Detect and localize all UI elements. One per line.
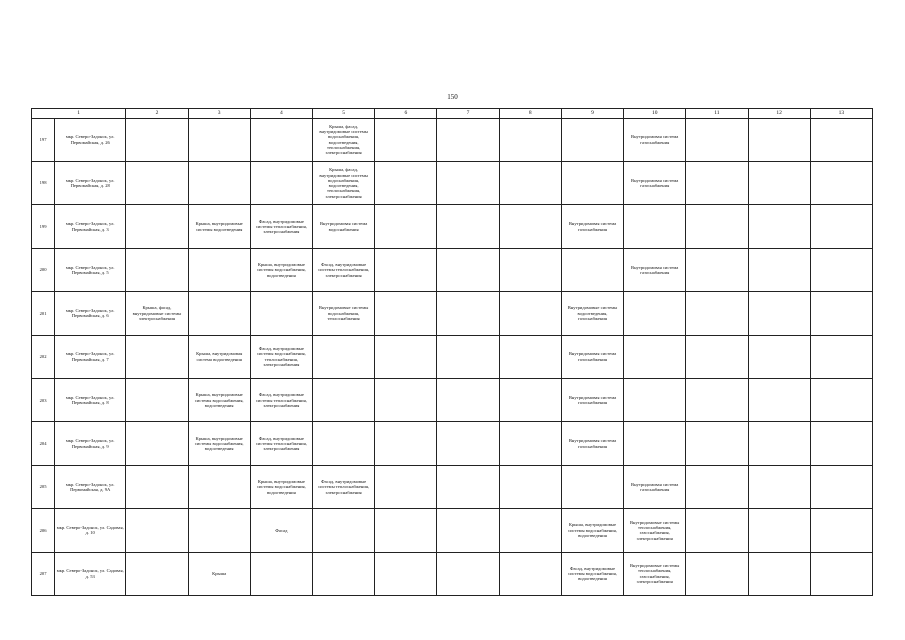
row-number-cell: 203: [32, 378, 55, 421]
work-cell-2: [126, 378, 188, 421]
address-cell: мкр. Северо-Задонск, ул. Первомайская, д. 6: [55, 292, 126, 335]
work-cell-9: Внутридомовая система газоснабжения: [561, 422, 623, 465]
work-cell-5: [312, 509, 374, 552]
header-cell: 9: [561, 109, 623, 119]
table-row: [32, 552, 873, 595]
work-cell-5: Внутридомовая система водоснабжения: [312, 205, 374, 248]
work-cell-13: [810, 292, 872, 335]
work-cell-3: [188, 509, 250, 552]
work-cell-4: [250, 292, 312, 335]
work-cell-9: Фасад, внутридомовые системы водоснабжения, водоотведения: [561, 552, 623, 595]
work-cell-5: Фасад, внутридомовые системы теплоснабжения, электроснабжения: [312, 248, 374, 291]
work-cell-13: [810, 552, 872, 595]
work-cell-2: [126, 205, 188, 248]
address-cell: мкр. Северо-Задонск, ул. Садовая, д. 10: [55, 509, 126, 552]
work-cell-10: [624, 335, 686, 378]
header-cell: 3: [188, 109, 250, 119]
work-cell-6: [375, 552, 437, 595]
header-cell: 8: [499, 109, 561, 119]
work-cell-12: [748, 205, 810, 248]
work-cell-3: Крыша: [188, 552, 250, 595]
work-cell-10: Внутридомовая система газоснабжения: [624, 118, 686, 161]
work-cell-7: [437, 422, 499, 465]
address-cell: мкр. Северо-Задонск, ул. Садовая, д. 53: [55, 552, 126, 595]
work-cell-7: [437, 161, 499, 204]
work-cell-11: [686, 509, 748, 552]
header-cell: 7: [437, 109, 499, 119]
header-cell: 2: [126, 109, 188, 119]
work-cell-4: [250, 118, 312, 161]
table-row: [32, 118, 873, 161]
work-cell-3: [188, 248, 250, 291]
work-cell-11: [686, 465, 748, 508]
work-cell-10: Внутридомовые системы теплоснабжения, газоснабжения, электроснабжения: [624, 509, 686, 552]
work-cell-11: [686, 335, 748, 378]
work-cell-9: Внутридомовая система газоснабжения: [561, 378, 623, 421]
work-cell-3: Крыша, внутридомовые системы водоотведения: [188, 205, 250, 248]
work-cell-2: [126, 465, 188, 508]
work-cell-6: [375, 161, 437, 204]
header-cell: 12: [748, 109, 810, 119]
table-row: [32, 378, 873, 421]
work-cell-7: [437, 552, 499, 595]
work-cell-9: Внутридомовые системы водоотведения, газоснабжения: [561, 292, 623, 335]
work-cell-6: [375, 509, 437, 552]
work-cell-12: [748, 118, 810, 161]
work-cell-8: [499, 552, 561, 595]
row-number-cell: 202: [32, 335, 55, 378]
work-cell-5: Внутридомовые системы водоснабжения, теплоснабжения: [312, 292, 374, 335]
work-cell-6: [375, 205, 437, 248]
work-cell-12: [748, 465, 810, 508]
work-cell-7: [437, 118, 499, 161]
work-cell-13: [810, 118, 872, 161]
work-cell-8: [499, 248, 561, 291]
work-cell-4: Фасад, внутридомовые системы теплоснабжения, электроснабжения: [250, 378, 312, 421]
work-cell-8: [499, 465, 561, 508]
table-header-row: [32, 109, 873, 119]
work-cell-13: [810, 378, 872, 421]
work-cell-4: Фасад: [250, 509, 312, 552]
work-cell-2: [126, 509, 188, 552]
work-cell-10: [624, 422, 686, 465]
work-cell-7: [437, 509, 499, 552]
row-number-cell: 199: [32, 205, 55, 248]
work-cell-12: [748, 509, 810, 552]
address-cell: мкр. Северо-Задонск, ул. Первомайская, д. 28: [55, 161, 126, 204]
work-cell-4: [250, 552, 312, 595]
work-cell-4: Крыша, внутридомовые системы водоснабжения, водоотведения: [250, 465, 312, 508]
row-number-cell: 198: [32, 161, 55, 204]
work-cell-4: Крыша, внутридомовые системы водоснабжения, водоотведения: [250, 248, 312, 291]
work-cell-6: [375, 292, 437, 335]
header-cell: 11: [686, 109, 748, 119]
header-cell: 10: [624, 109, 686, 119]
work-cell-8: [499, 292, 561, 335]
work-cell-4: Фасад, внутридомовые системы водоснабжения, теплоснабжения, электроснабжения: [250, 335, 312, 378]
work-cell-8: [499, 509, 561, 552]
work-cell-3: [188, 465, 250, 508]
work-cell-10: Внутридомовая система газоснабжения: [624, 465, 686, 508]
row-number-cell: 205: [32, 465, 55, 508]
address-cell: мкр. Северо-Задонск, ул. Первомайская, д. 9А: [55, 465, 126, 508]
work-cell-2: [126, 161, 188, 204]
work-cell-6: [375, 335, 437, 378]
work-cell-13: [810, 465, 872, 508]
work-cell-5: [312, 552, 374, 595]
work-cell-8: [499, 335, 561, 378]
work-cell-13: [810, 509, 872, 552]
work-cell-3: Крыша, внутридомовые системы водоснабжения, водоотведения: [188, 422, 250, 465]
header-cell: 4: [250, 109, 312, 119]
work-cell-13: [810, 205, 872, 248]
work-cell-13: [810, 248, 872, 291]
work-cell-13: [810, 161, 872, 204]
work-cell-12: [748, 292, 810, 335]
work-cell-9: [561, 161, 623, 204]
work-cell-12: [748, 335, 810, 378]
work-cell-2: [126, 118, 188, 161]
work-cell-12: [748, 378, 810, 421]
work-cell-12: [748, 422, 810, 465]
work-cell-2: Крыша, фасад, внутридомовые системы электроснабжения: [126, 292, 188, 335]
work-cell-9: [561, 248, 623, 291]
work-cell-11: [686, 552, 748, 595]
row-number-cell: 201: [32, 292, 55, 335]
work-cell-11: [686, 118, 748, 161]
work-cell-2: [126, 335, 188, 378]
work-cell-4: Фасад, внутридомовые системы теплоснабжения, электроснабжения: [250, 205, 312, 248]
work-cell-3: Крыша, внутридомовые системы водоснабжения, водоотведения: [188, 378, 250, 421]
table-row: [32, 465, 873, 508]
address-cell: мкр. Северо-Задонск, ул. Первомайская, д. 7: [55, 335, 126, 378]
header-cell: 1: [32, 109, 126, 119]
work-cell-6: [375, 248, 437, 291]
work-cell-11: [686, 205, 748, 248]
work-cell-2: [126, 248, 188, 291]
work-cell-10: Внутридомовая система газоснабжения: [624, 161, 686, 204]
row-number-cell: 206: [32, 509, 55, 552]
address-cell: мкр. Северо-Задонск, ул. Первомайская, д. 3: [55, 205, 126, 248]
work-cell-5: [312, 422, 374, 465]
work-cell-8: [499, 161, 561, 204]
table-row: [32, 335, 873, 378]
table-row: [32, 422, 873, 465]
address-cell: мкр. Северо-Задонск, ул. Первомайская, д. 9: [55, 422, 126, 465]
work-cell-3: [188, 161, 250, 204]
work-cell-11: [686, 292, 748, 335]
work-cell-2: [126, 422, 188, 465]
row-number-cell: 207: [32, 552, 55, 595]
work-cell-7: [437, 378, 499, 421]
work-cell-5: Крыша, фасад, внутридомовые системы водоснабжения, водоотведения, теплоснабжения, электроснабжения: [312, 118, 374, 161]
work-cell-7: [437, 205, 499, 248]
page-number: 150: [447, 93, 458, 101]
work-cell-8: [499, 118, 561, 161]
row-number-cell: 204: [32, 422, 55, 465]
work-cell-3: Крыша, внутридомовая система водоотведения: [188, 335, 250, 378]
work-cell-7: [437, 248, 499, 291]
work-cell-11: [686, 161, 748, 204]
work-cell-11: [686, 422, 748, 465]
work-cell-10: [624, 205, 686, 248]
work-cell-4: Фасад, внутридомовые системы теплоснабжения, электроснабжения: [250, 422, 312, 465]
work-cell-7: [437, 335, 499, 378]
address-cell: мкр. Северо-Задонск, ул. Первомайская, д. 5: [55, 248, 126, 291]
work-cell-7: [437, 292, 499, 335]
work-cell-12: [748, 161, 810, 204]
work-cell-13: [810, 335, 872, 378]
work-cell-5: [312, 335, 374, 378]
work-cell-6: [375, 118, 437, 161]
work-cell-5: [312, 378, 374, 421]
header-cell: 5: [312, 109, 374, 119]
work-cell-6: [375, 422, 437, 465]
table-row: [32, 292, 873, 335]
work-cell-9: [561, 118, 623, 161]
work-cell-11: [686, 248, 748, 291]
address-cell: мкр. Северо-Задонск, ул. Первомайская, д. 8: [55, 378, 126, 421]
work-cell-13: [810, 422, 872, 465]
header-cell: 13: [810, 109, 872, 119]
capital-repair-table: [31, 108, 873, 596]
work-cell-5: Крыша, фасад, внутридомовые системы водоснабжения, водоотведения, теплоснабжения, электроснабжения: [312, 161, 374, 204]
work-cell-11: [686, 378, 748, 421]
row-number-cell: 200: [32, 248, 55, 291]
work-cell-12: [748, 248, 810, 291]
table-row: [32, 248, 873, 291]
work-cell-10: Внутридомовые системы теплоснабжения, газоснабжения, электроснабжения: [624, 552, 686, 595]
work-cell-12: [748, 552, 810, 595]
work-cell-6: [375, 465, 437, 508]
work-cell-8: [499, 378, 561, 421]
row-number-cell: 197: [32, 118, 55, 161]
work-cell-4: [250, 161, 312, 204]
work-cell-3: [188, 118, 250, 161]
work-cell-10: [624, 292, 686, 335]
work-cell-9: Внутридомовая система газоснабжения: [561, 205, 623, 248]
work-cell-6: [375, 378, 437, 421]
work-cell-2: [126, 552, 188, 595]
work-cell-7: [437, 465, 499, 508]
work-cell-9: Крыша, внутридомовые системы водоснабжения, водоотведения: [561, 509, 623, 552]
work-cell-9: [561, 465, 623, 508]
work-cell-5: Фасад, внутридомовые системы теплоснабжения, электроснабжения: [312, 465, 374, 508]
work-cell-8: [499, 422, 561, 465]
table-row: [32, 205, 873, 248]
work-cell-9: Внутридомовая система газоснабжения: [561, 335, 623, 378]
work-cell-10: [624, 378, 686, 421]
header-cell: 6: [375, 109, 437, 119]
work-cell-10: Внутридомовая система газоснабжения: [624, 248, 686, 291]
table-row: [32, 161, 873, 204]
address-cell: мкр. Северо-Задонск, ул. Первомайская, д. 26: [55, 118, 126, 161]
table-row: [32, 509, 873, 552]
work-cell-3: [188, 292, 250, 335]
work-cell-8: [499, 205, 561, 248]
